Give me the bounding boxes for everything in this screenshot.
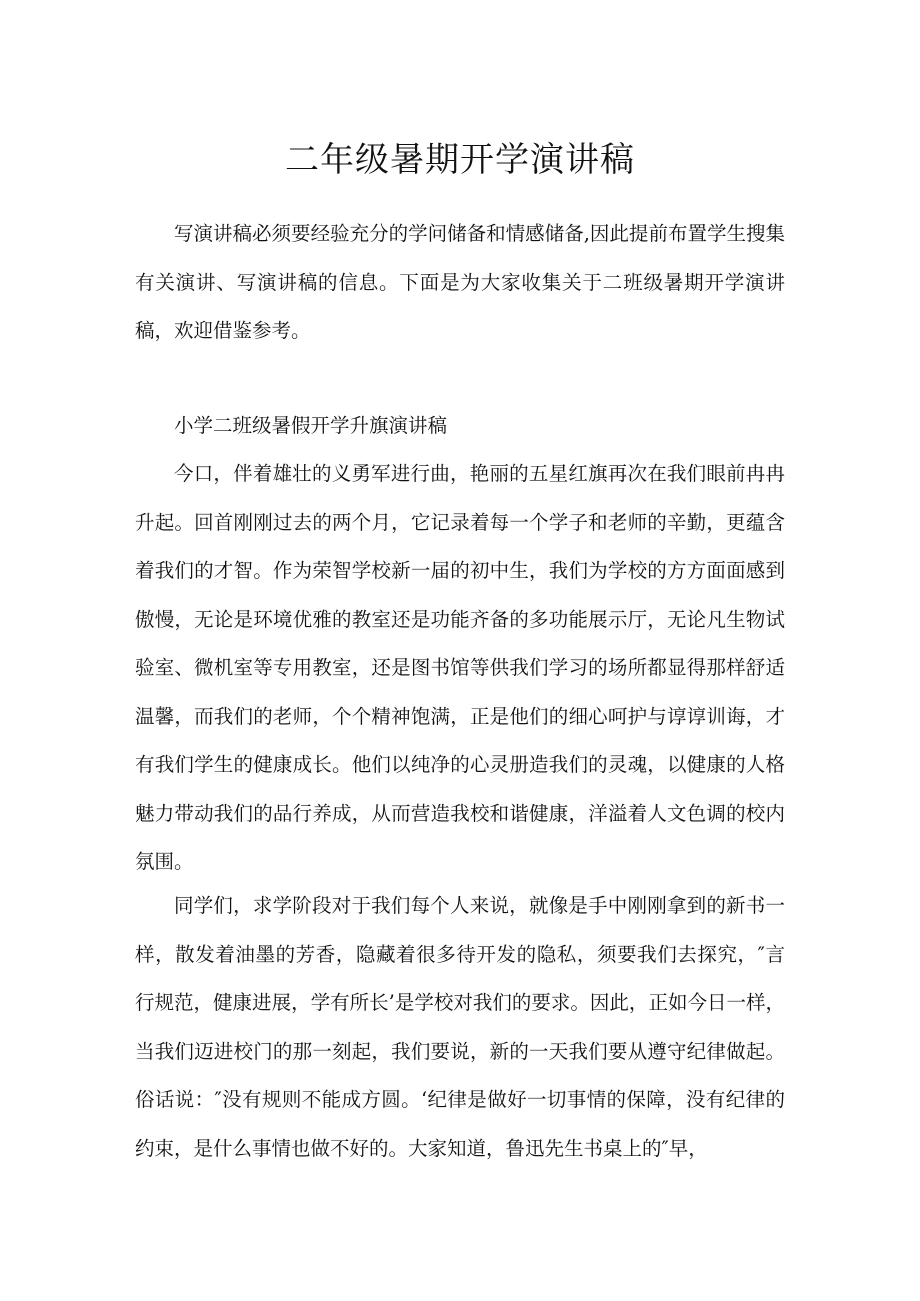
body-paragraph-1: 今口，伴着雄壮的义勇军进行曲，艳丽的五星红旗再次在我们眼前冉冉升起。回首刚刚过去的两个月，它记录着每一个学子和老师的辛勤，更蕴含着我们的才智。作为荣智学校新一届的初中生，我们为学校的方方面面感到傲慢，无论是环境优雅的教室还是功能齐备的多功能展示厅，无论凡生物试验室、微机室等专用教室，还是图书馆等供我们学习的场所都显得那样舒适温馨，而我们的老师，个个精神饱满，正是他们的细心呵护与谆谆训诲，才有我们学生的健康成长。他们以纯净的心灵册造我们的灵魂，以健康的人格魅力带动我们的品行养成，从而营造我校和谐健康，洋溢着人文色调的校内氛围。 [135, 462, 785, 873]
page-title: 二年级暑期开学演讲稿 [285, 140, 635, 180]
body-paragraph-2: 同学们，求学阶段对于我们每个人来说，就像是手中刚刚拿到的新书一样，散发着油墨的芳香，隐藏着很多待开发的隐私，须要我们去探究，″言行规范，健康进展，学有所长’是学校对我们的要求。因此，正如今日一样，当我们迈进校门的那一刻起，我们要说，新的一天我们要从遵守纪律做起。俗话说：″没有规则不能成方圆。‘纪律是做好一切事情的保障，没有纪律的约束，是什么事情也做不好的。大家知道，鲁迅先生书桌上的″早， [135, 894, 785, 1160]
intro-paragraph: 写演讲稿必须要经验充分的学问储备和情感储备,因此提前布置学生搜集有关演讲、写演讲稿的信息。下面是为大家收集关于二班级暑期开学演讲稿，欢迎借鉴参考。 [135, 222, 785, 342]
section-subtitle: 小学二班级暑假开学升旗演讲稿 [174, 414, 448, 437]
